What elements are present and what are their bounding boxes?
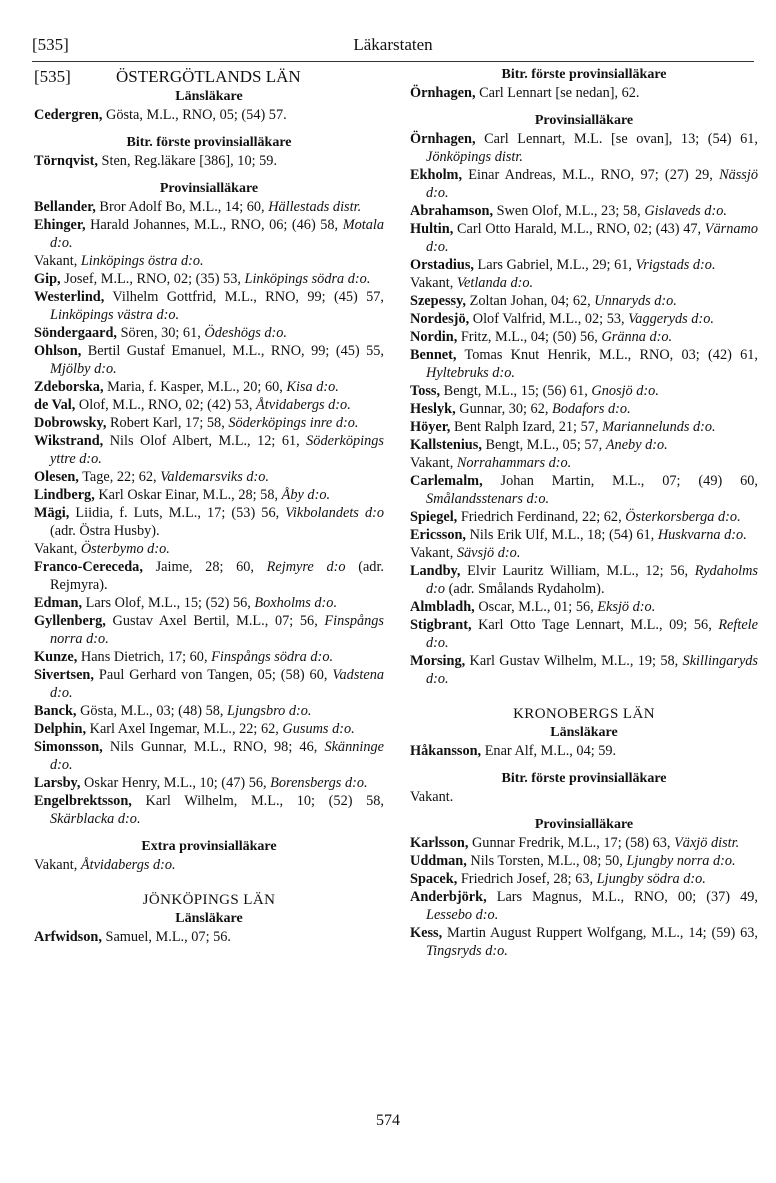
entry-district: Mariannelunds d:o. [602, 419, 716, 435]
entry-district: Mjölby d:o. [50, 361, 117, 377]
entry: Lindberg, Karl Oskar Einar, M.L., 28; 58, Åby d:o. [34, 487, 331, 503]
entry-district: Vrigstads d:o. [635, 257, 716, 273]
subheading-provinsialakare: Provinsialläkare [534, 113, 634, 128]
entry-name: Anderbjörk, [410, 889, 487, 905]
entry: Håkansson, Enar Alf, M.L., 04; 59. [410, 743, 617, 759]
entry-name: Höyer, [410, 419, 451, 435]
entry: Törnqvist, Sten, Reg.läkare [386], 10; 59. [34, 153, 278, 169]
entry: Westerlind, Vilhelm Gottfrid, M.L., RNO, 99; (45) 57, Linköpings västra d:o. [34, 289, 384, 323]
entry: Örnhagen, Carl Lennart [se nedan], 62. [410, 85, 640, 101]
entry-name: Stigbrant, [410, 617, 472, 633]
entry: Wikstrand, Nils Olof Albert, M.L., 12; 61, Söderköpings yttre d:o. [34, 433, 384, 467]
subheading-bitr: Bitr. förste provinsialläkare [501, 67, 667, 82]
entry: Banck, Gösta, M.L., 03; (48) 58, Ljungsbro d:o. [34, 703, 312, 719]
entry-district: Finspångs norra d:o. [50, 613, 384, 647]
entry: Cedergren, Gösta, M.L., RNO, 05; (54) 57. [34, 107, 287, 123]
entry-name: Ehinger, [34, 217, 86, 233]
entry-name: Spiegel, [410, 509, 458, 525]
subheading-lanslakare: Länsläkare [550, 725, 618, 740]
entry-district: Tingsryds d:o. [426, 943, 508, 959]
entry-name: Håkansson, [410, 743, 482, 759]
entry-name: Kess, [410, 925, 443, 941]
entry-district: Skärblacka d:o. [50, 811, 141, 827]
entry: Vakant, Sävsjö d:o. [410, 545, 521, 561]
entry-district: Vadstena d:o. [50, 667, 384, 701]
entry-name: Törnqvist, [34, 153, 98, 169]
entry-name: Mägi, [34, 505, 70, 521]
entry-district: Åby d:o. [281, 487, 331, 503]
entry: Larsby, Oskar Henry, M.L., 10; (47) 56, Borensbergs d:o. [34, 775, 368, 791]
entry-district: Rejmyre d:o [266, 559, 346, 575]
entry: Vakant, Vetlanda d:o. [410, 275, 534, 291]
entry-name: Engelbrektsson, [34, 793, 132, 809]
entry-district: Österbymo d:o. [80, 541, 170, 557]
entry-district: Boxholms d:o. [254, 595, 338, 611]
subheading-lanslakare: Länsläkare [175, 89, 243, 104]
entry-name: Bellander, [34, 199, 96, 215]
entry-district: Söderköpings inre d:o. [228, 415, 359, 431]
entry: Mägi, Liidia, f. Luts, M.L., 17; (53) 56, Vikbolandets d:o (adr. Östra Husby). [34, 505, 385, 539]
entry-name: Westerlind, [34, 289, 105, 305]
entry-name: Edman, [34, 595, 83, 611]
entry-name: Söndergaard, [34, 325, 118, 341]
entry: Morsing, Karl Gustav Wilhelm, M.L., 19; 58, Skillingaryds d:o. [410, 653, 758, 687]
entry: Ohlson, Bertil Gustaf Emanuel, M.L., RNO, 99; (45) 55, Mjölby d:o. [34, 343, 384, 377]
entry-district: Rydaholms d:o [426, 563, 758, 597]
entry: Kallstenius, Bengt, M.L., 05; 57, Aneby d:o. [410, 437, 668, 453]
entry: Edman, Lars Olof, M.L., 15; (52) 56, Boxholms d:o. [34, 595, 338, 611]
entry: Ericsson, Nils Erik Ulf, M.L., 18; (54) 61, Huskvarna d:o. [410, 527, 747, 543]
entry-name: Uddman, [410, 853, 467, 869]
entry: Sivertsen, Paul Gerhard von Tangen, 05; (58) 60, Vadstena d:o. [34, 667, 384, 701]
entry: Franco-Cereceda, Jaime, 28; 60, Rejmyre d:o (adr. Rejmyra). [34, 559, 384, 593]
entry-district: Gränna d:o. [601, 329, 673, 345]
entry: Nordin, Fritz, M.L., 04; (50) 56, Gränna d:o. [410, 329, 673, 345]
entry: Arfwidson, Samuel, M.L., 07; 56. [34, 929, 231, 945]
subheading-bitr: Bitr. förste provinsialläkare [501, 771, 667, 786]
entry-district: Söderköpings yttre d:o. [50, 433, 384, 467]
entry-name: Olesen, [34, 469, 79, 485]
entry-district: Valdemarsviks d:o. [160, 469, 270, 485]
entry: Orstadius, Lars Gabriel, M.L., 29; 61, Vrigstads d:o. [410, 257, 716, 273]
entry-name: Larsby, [34, 775, 81, 791]
entry-district: Vaggeryds d:o. [628, 311, 714, 327]
entry-district: Växjö distr. [674, 835, 740, 851]
entry-name: Carlemalm, [410, 473, 483, 489]
entry: Simonsson, Nils Gunnar, M.L., RNO, 98; 46, Skänninge d:o. [34, 739, 384, 773]
entry-district: Åtvidabergs d:o. [80, 857, 176, 873]
entry: Engelbrektsson, Karl Wilhelm, M.L., 10; (52) 58, Skärblacka d:o. [34, 793, 384, 827]
entry-name: Nordin, [410, 329, 458, 345]
entry-name: Kunze, [34, 649, 78, 665]
running-title: Läkarstaten [353, 35, 433, 54]
entry-district: Bodafors d:o. [552, 401, 631, 417]
entry-district: Gusums d:o. [282, 721, 355, 737]
entry: Gyllenberg, Gustav Axel Bertil, M.L., 07; 56, Finspångs norra d:o. [34, 613, 384, 647]
page-reference: [535] [32, 35, 69, 54]
entry-name: Cedergren, [34, 107, 103, 123]
entry-district: Eksjö d:o. [597, 599, 656, 615]
entry-name: Arfwidson, [34, 929, 102, 945]
entry-district: Unnaryds d:o. [594, 293, 677, 309]
entry-name: Toss, [410, 383, 441, 399]
entry-district: Åtvidabergs d:o. [256, 397, 351, 413]
entry-name: Dobrowsky, [34, 415, 107, 431]
entry-name: de Val, [34, 397, 76, 413]
entry-name: Bennet, [410, 347, 457, 363]
entry: Bellander, Bror Adolf Bo, M.L., 14; 60, Hällestads distr. [34, 199, 362, 215]
section-title: ÖSTERGÖTLANDS LÄN [116, 67, 301, 86]
entry-name: Zdeborska, [34, 379, 104, 395]
entry-district: Reftele d:o. [426, 617, 758, 651]
subheading-extra: Extra provinsialläkare [141, 839, 277, 854]
entry: Örnhagen, Carl Lennart, M.L. [se ovan], 13; (54) 61, Jönköpings distr. [410, 131, 758, 165]
entry-district: Skänninge d:o. [50, 739, 384, 773]
entry: Vakant, Norrahammars d:o. [410, 455, 572, 471]
entry-district: Österkorsberga d:o. [625, 509, 741, 525]
entry-district: Norrahammars d:o. [456, 455, 572, 471]
entry-district: Motala d:o. [50, 217, 384, 251]
entry-name: Simonsson, [34, 739, 103, 755]
entry: Karlsson, Gunnar Fredrik, M.L., 17; (58) 63, Växjö distr. [410, 835, 740, 851]
subheading-provinsialakare: Provinsialläkare [534, 817, 634, 832]
entry-district: Smålandsstenars d:o. [426, 491, 550, 507]
entry-name: Szepessy, [410, 293, 467, 309]
entry-district: Kisa d:o. [286, 379, 339, 395]
entry-district: Skillingaryds d:o. [426, 653, 758, 687]
entry-name: Kallstenius, [410, 437, 482, 453]
entry-district: Linköpings västra d:o. [50, 307, 180, 323]
entry: Szepessy, Zoltan Johan, 04; 62, Unnaryds d:o. [410, 293, 677, 309]
entry-name: Banck, [34, 703, 77, 719]
entry: Spacek, Friedrich Josef, 28; 63, Ljungby södra d:o. [410, 871, 706, 887]
entry-name: Spacek, [410, 871, 458, 887]
entry: Nordesjö, Olof Valfrid, M.L., 02; 53, Vaggeryds d:o. [410, 311, 714, 327]
entry-list-right [410, 130, 758, 688]
page-header [32, 33, 754, 62]
entry: Kunze, Hans Dietrich, 17; 60, Finspångs södra d:o. [34, 649, 334, 665]
subheading-lanslakare: Länsläkare [175, 911, 243, 926]
entry: Dobrowsky, Robert Karl, 17; 58, Söderköpings inre d:o. [34, 415, 359, 431]
left-column [34, 66, 384, 946]
entry-district: Finspångs södra d:o. [211, 649, 334, 665]
section-heading-ostergotland [34, 66, 384, 88]
entry-district: Ljungsbro d:o. [227, 703, 312, 719]
entry: Anderbjörk, Lars Magnus, M.L., RNO, 00; (37) 49, Lessebo d:o. [410, 889, 758, 923]
entry-name: Nordesjö, [410, 311, 470, 327]
entry: Vakant, Åtvidabergs d:o. [34, 857, 176, 873]
entry: Spiegel, Friedrich Ferdinand, 22; 62, Österkorsberga d:o. [410, 509, 741, 525]
entry: Carlemalm, Johan Martin, M.L., 07; (49) 60, Smålandsstenars d:o. [410, 473, 758, 507]
entry: Abrahamson, Swen Olof, M.L., 23; 58, Gislaveds d:o. [410, 203, 727, 219]
entry: Vakant, Österbymo d:o. [34, 541, 170, 557]
entry: Vakant, Linköpings östra d:o. [34, 253, 204, 269]
entry: Hultin, Carl Otto Harald, M.L., RNO, 02; (43) 47, Värnamo d:o. [410, 221, 758, 255]
entry-list-left [34, 198, 384, 828]
entry-district: Huskvarna d:o. [657, 527, 747, 543]
entry: Ehinger, Harald Johannes, M.L., RNO, 06; (46) 58, Motala d:o. [34, 217, 384, 251]
entry-district: Ljungby norra d:o. [626, 853, 736, 869]
entry: Gip, Josef, M.L., RNO, 02; (35) 53, Linköpings södra d:o. [34, 271, 371, 287]
entry: Ekholm, Einar Andreas, M.L., RNO, 97; (27) 29, Nässjö d:o. [410, 167, 758, 201]
entry-name: Ohlson, [34, 343, 82, 359]
entry: Olesen, Tage, 22; 62, Valdemarsviks d:o. [34, 469, 270, 485]
entry-name: Ericsson, [410, 527, 467, 543]
entry: Zdeborska, Maria, f. Kasper, M.L., 20; 60, Kisa d:o. [34, 379, 339, 395]
entry-name: Landby, [410, 563, 461, 579]
subheading-provinsialakare: Provinsialläkare [159, 181, 259, 196]
entry-name: Ekholm, [410, 167, 463, 183]
page-number: 574 [376, 1112, 400, 1129]
entry-name: Lindberg, [34, 487, 95, 503]
right-column [410, 66, 758, 960]
entry-name: Sivertsen, [34, 667, 94, 683]
entry-name: Gyllenberg, [34, 613, 106, 629]
entry: Landby, Elvir Lauritz William, M.L., 12; 56, Rydaholms d:o (adr. Smålands Rydaholm). [410, 563, 758, 597]
entry-name: Wikstrand, [34, 433, 104, 449]
entry-name: Delphin, [34, 721, 87, 737]
entry: Uddman, Nils Torsten, M.L., 08; 50, Ljungby norra d:o. [410, 853, 736, 869]
entry: Almbladh, Oscar, M.L., 01; 56, Eksjö d:o. [410, 599, 656, 615]
entry-name: Heslyk, [410, 401, 456, 417]
entry-district: Borensbergs d:o. [270, 775, 368, 791]
entry-name: Orstadius, [410, 257, 474, 273]
entry-name: Örnhagen, [410, 131, 476, 147]
entry-district: Gislaveds d:o. [644, 203, 727, 219]
entry-district: Sävsjö d:o. [456, 545, 521, 561]
entry: Stigbrant, Karl Otto Tage Lennart, M.L., 09; 56, Reftele d:o. [410, 617, 758, 651]
entry-name: Almbladh, [410, 599, 475, 615]
entry-name: Hultin, [410, 221, 454, 237]
entry-district: Värnamo d:o. [426, 221, 758, 255]
entry: Kess, Martin August Ruppert Wolfgang, M.L., 14; (59) 63, Tingsryds d:o. [410, 925, 758, 959]
entry-district: Hyltebruks d:o. [426, 365, 515, 381]
entry-name: Abrahamson, [410, 203, 494, 219]
entry: Toss, Bengt, M.L., 15; (56) 61, Gnosjö d:o. [410, 383, 659, 399]
entry: Delphin, Karl Axel Ingemar, M.L., 22; 62, Gusums d:o. [34, 721, 355, 737]
vacant-text: Vakant. [410, 789, 454, 805]
entry-district: Hällestads distr. [268, 199, 362, 215]
entry-name: Morsing, [410, 653, 466, 669]
entry: de Val, Olof, M.L., RNO, 02; (42) 53, Åtvidabergs d:o. [34, 397, 351, 413]
section-title-kronoberg: KRONOBERGS LÄN [513, 706, 655, 722]
entry-district: Ljungby södra d:o. [596, 871, 706, 887]
entry: Bennet, Tomas Knut Henrik, M.L., RNO, 03; (42) 61, Hyltebruks d:o. [410, 347, 758, 381]
entry: Heslyk, Gunnar, 30; 62, Bodafors d:o. [410, 401, 631, 417]
section-title-jonkoping: JÖNKÖPINGS LÄN [142, 892, 276, 908]
subheading-bitr: Bitr. förste provinsialläkare [126, 135, 292, 150]
entry-name: Gip, [34, 271, 61, 287]
entry-district: Aneby d:o. [605, 437, 668, 453]
entry: Söndergaard, Sören, 30; 61, Ödeshögs d:o. [34, 325, 287, 341]
entry-name: Örnhagen, [410, 85, 476, 101]
entry: Höyer, Bent Ralph Izard, 21; 57, Mariannelunds d:o. [410, 419, 716, 435]
section-number: [535] [34, 67, 71, 86]
entry-list-right-2 [410, 834, 758, 960]
entry-district: Lessebo d:o. [426, 907, 499, 923]
entry-district: Vikbolandets d:o [285, 505, 385, 521]
entry-district: Gnosjö d:o. [591, 383, 659, 399]
entry-district: Jönköpings distr. [426, 149, 523, 165]
entry-district: Linköpings östra d:o. [80, 253, 204, 269]
entry-district: Nässjö d:o. [426, 167, 758, 201]
entry-district: Ödeshögs d:o. [204, 325, 287, 341]
entry-name: Franco-Cereceda, [34, 559, 143, 575]
entry-district: Vetlanda d:o. [456, 275, 534, 291]
entry-district: Linköpings södra d:o. [244, 271, 371, 287]
entry-name: Karlsson, [410, 835, 469, 851]
